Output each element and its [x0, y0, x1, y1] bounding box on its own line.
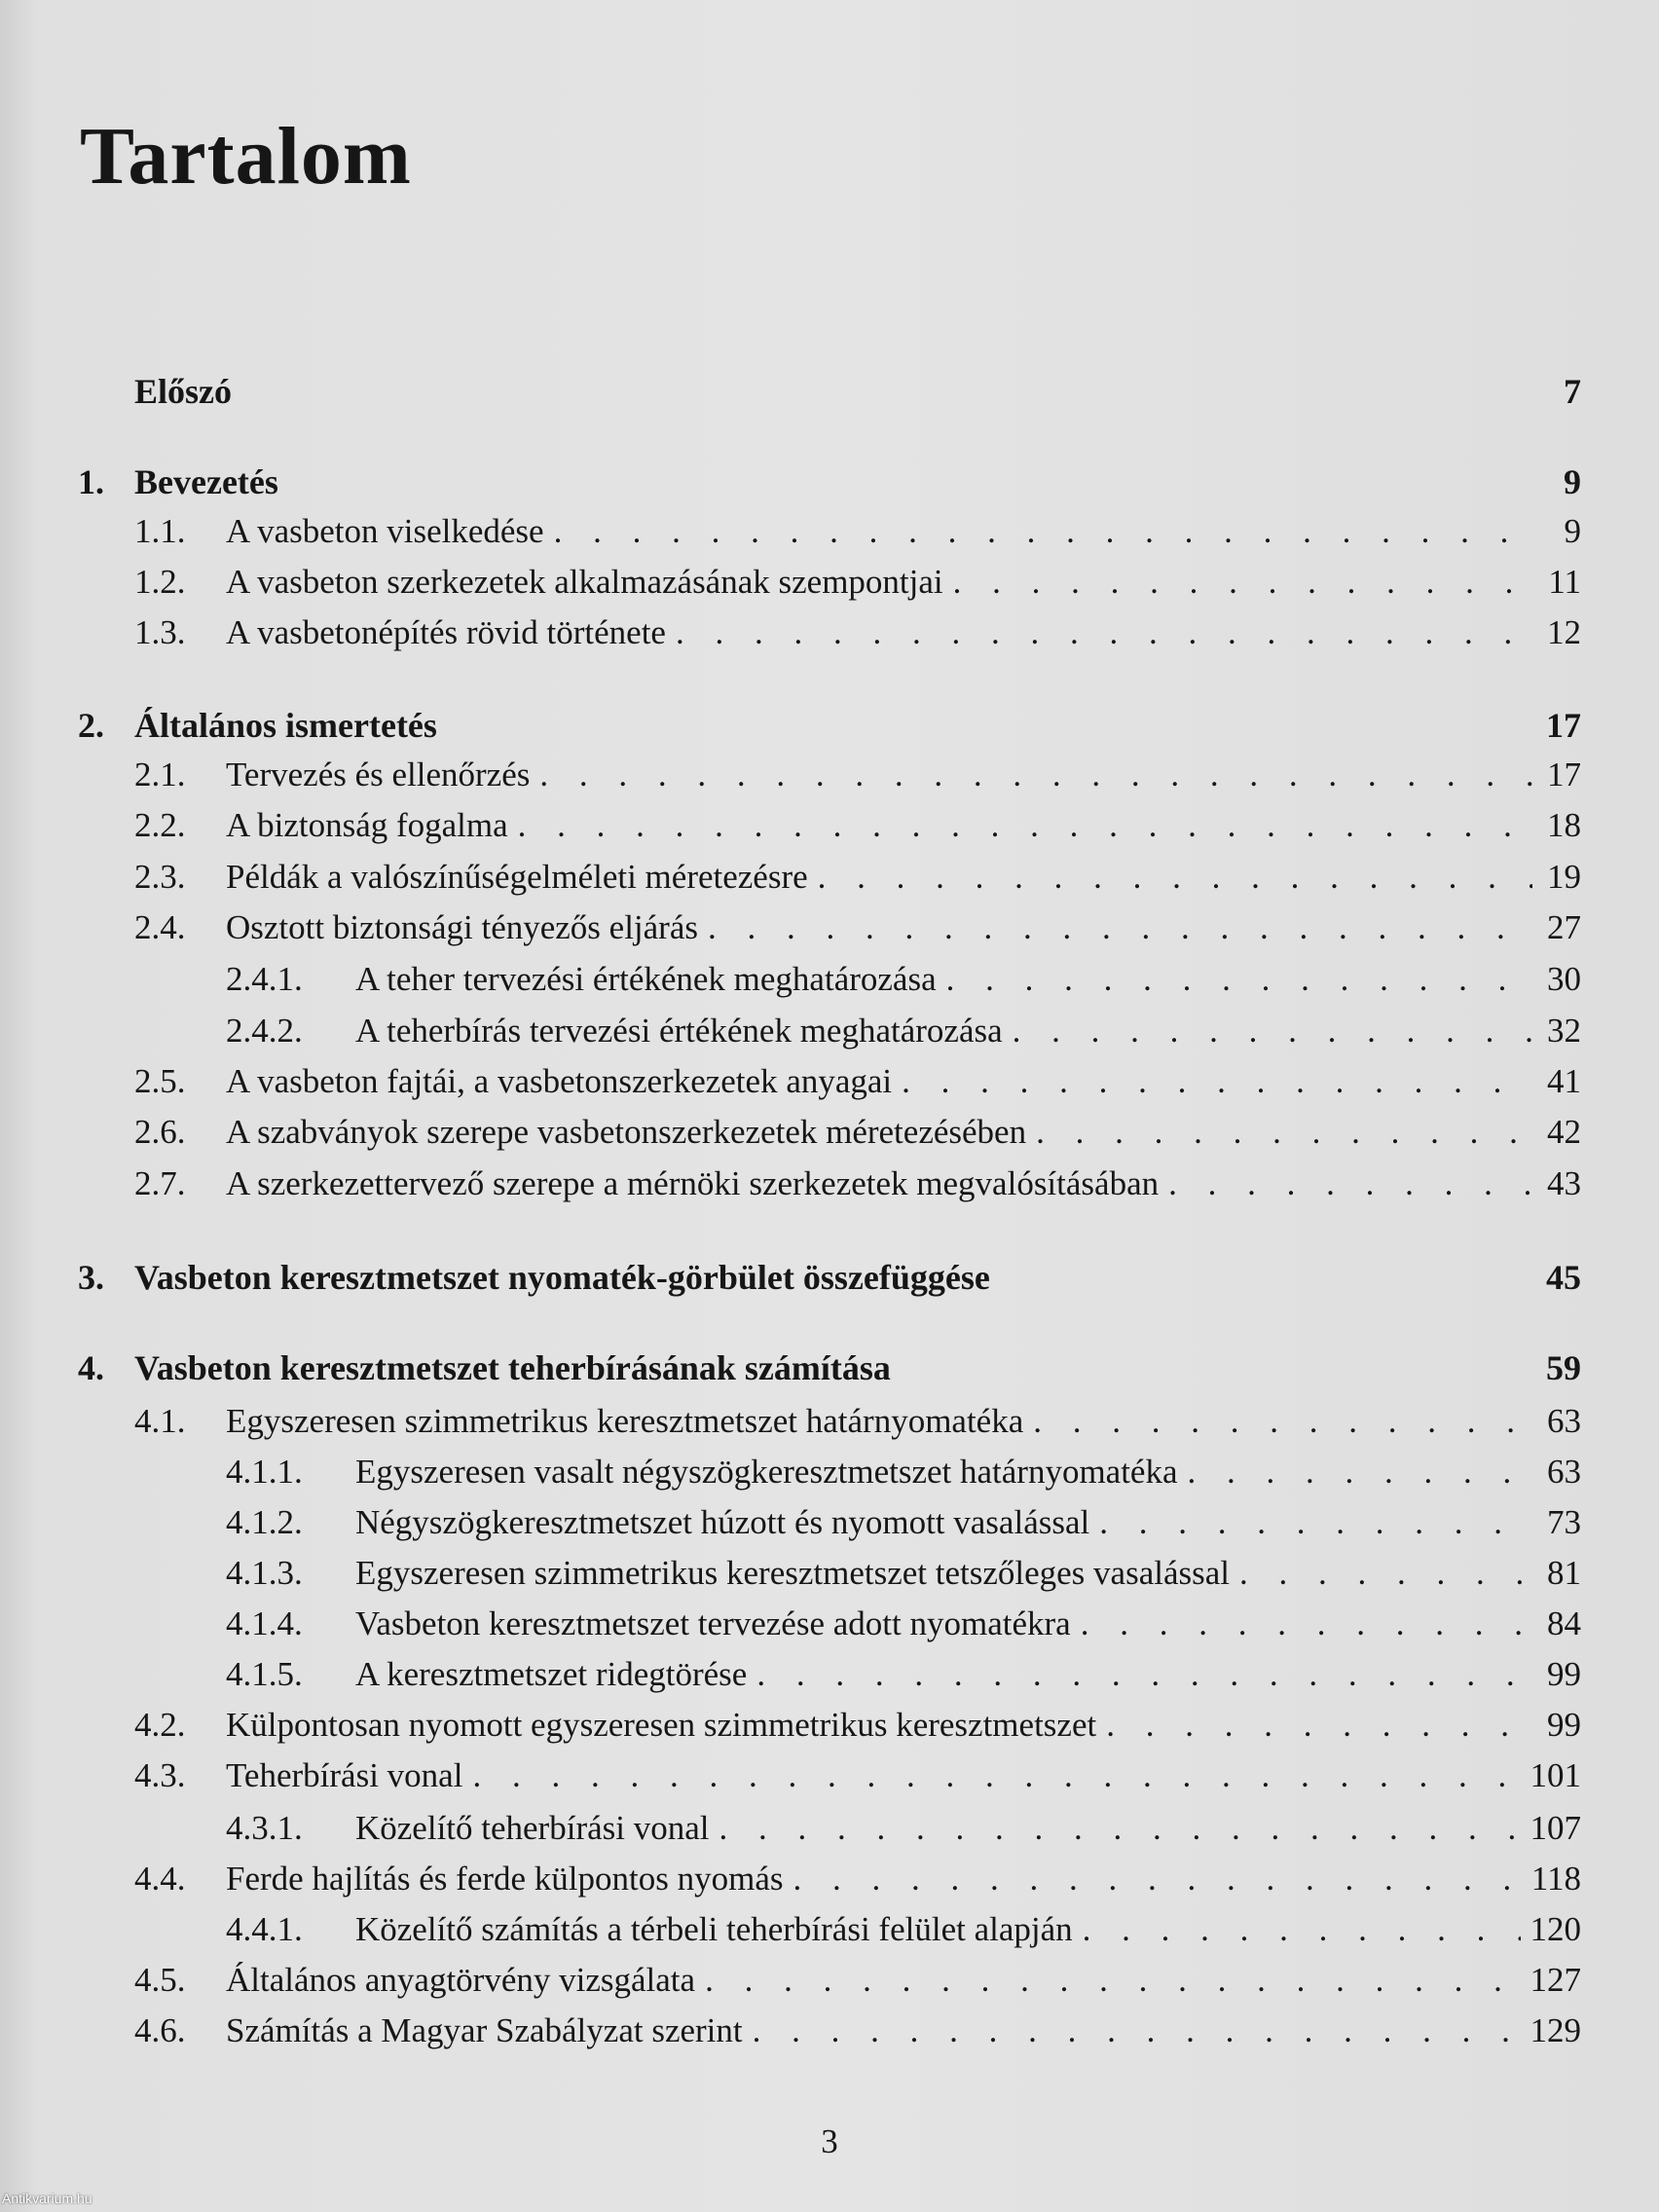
entry-number: 4.5.: [134, 1961, 186, 1999]
dot-leader: [1081, 1604, 1532, 1643]
entry-page: 84: [1547, 1604, 1581, 1642]
dot-leader: [1106, 1706, 1532, 1745]
dot-leader: [554, 512, 1532, 551]
entry-page: 73: [1547, 1503, 1581, 1541]
entry-number: 2.6.: [134, 1113, 186, 1151]
entry-number: 2.1.: [134, 756, 186, 793]
entry-number: 2.3.: [134, 858, 186, 896]
entry-number: 4.4.: [134, 1860, 186, 1898]
toc-entry: [78, 512, 1581, 561]
dot-leader: [1168, 1164, 1532, 1203]
entry-page: 17: [1546, 706, 1581, 745]
entry-title: Általános anyagtörvény vizsgálata: [226, 1961, 696, 1999]
toc-entry: [78, 1062, 1581, 1111]
toc-entry: [78, 1402, 1581, 1451]
entry-page: 17: [1547, 756, 1581, 793]
entry-number: 4.: [78, 1348, 104, 1387]
entry-title: Egyszeresen szimmetrikus keresztmetszet tetszőleges vasalással: [355, 1554, 1231, 1592]
entry-number: 1.1.: [134, 512, 186, 550]
entry-page: 18: [1547, 806, 1581, 844]
entry-page: 32: [1547, 1012, 1581, 1050]
entry-page: 19: [1547, 858, 1581, 896]
entry-page: 99: [1547, 1706, 1581, 1744]
entry-page: 101: [1530, 1756, 1581, 1794]
entry-title: A teher tervezési értékének meghatározása: [355, 960, 937, 998]
watermark: Antikvarium.hu: [2, 2191, 92, 2206]
toc-entry: [78, 1164, 1581, 1213]
entry-page: 120: [1530, 1910, 1581, 1948]
entry-title: Vasbeton keresztmetszet nyomaték-görbület összefüggése: [134, 1258, 990, 1297]
entry-page: 63: [1547, 1402, 1581, 1440]
entry-number: 2.4.1.: [226, 960, 303, 998]
entry-title: Bevezetés: [134, 462, 278, 501]
toc-chapter: [78, 371, 1581, 420]
dot-leader: [676, 613, 1532, 652]
page-title: Tartalom: [80, 111, 412, 202]
toc-entry: [78, 1503, 1581, 1552]
entry-page: 9: [1564, 512, 1581, 550]
toc-entry: [78, 1910, 1581, 1959]
toc-entry: [78, 613, 1581, 662]
entry-page: 11: [1548, 563, 1581, 601]
dot-leader: [708, 908, 1532, 947]
entry-number: 2.5.: [134, 1062, 186, 1100]
entry-page: 107: [1530, 1809, 1581, 1847]
entry-page: 12: [1547, 613, 1581, 651]
entry-number: 1.: [78, 462, 104, 501]
entry-title: A vasbeton fajtái, a vasbetonszerkezetek anyagai: [226, 1062, 893, 1100]
entry-title: Teherbírási vonal: [226, 1756, 463, 1794]
entry-title: Egyszeresen szimmetrikus keresztmetszet határnyomatéka: [226, 1402, 1024, 1440]
dot-leader: [1239, 1554, 1532, 1593]
entry-title: A szerkezettervező szerepe a mérnöki szerkezetek megvalósításában: [226, 1164, 1160, 1202]
entry-title: Általános ismertetés: [134, 706, 437, 745]
dot-leader: [1188, 1453, 1533, 1492]
entry-page: 81: [1547, 1554, 1581, 1592]
dot-leader: [705, 1961, 1520, 2000]
toc-entry: [78, 1809, 1581, 1858]
entry-page: 45: [1546, 1258, 1581, 1297]
entry-page: 118: [1530, 1860, 1581, 1898]
toc-entry: [78, 1012, 1581, 1060]
entry-number: 2.7.: [134, 1164, 186, 1202]
entry-page: 129: [1530, 2011, 1581, 2049]
entry-number: 4.1.: [134, 1402, 186, 1440]
entry-number: 1.3.: [134, 613, 186, 651]
entry-page: 7: [1564, 372, 1581, 411]
dot-leader: [953, 563, 1532, 602]
entry-title: Ferde hajlítás és ferde külpontos nyomás: [226, 1860, 784, 1898]
dot-leader: [518, 806, 1532, 845]
entry-number: 4.1.3.: [226, 1554, 303, 1592]
entry-number: 4.3.: [134, 1756, 186, 1794]
entry-title: A keresztmetszet ridegtörése: [355, 1655, 748, 1693]
entry-number: 4.6.: [134, 2011, 186, 2049]
toc-chapter: [78, 1347, 1581, 1396]
entry-number: 3.: [78, 1258, 104, 1297]
dot-leader: [902, 1062, 1532, 1101]
entry-page: 41: [1547, 1062, 1581, 1100]
entry-number: 4.1.4.: [226, 1604, 303, 1642]
entry-number: 2.: [78, 706, 104, 745]
dot-leader: [1083, 1910, 1521, 1949]
entry-number: 4.1.1.: [226, 1453, 303, 1491]
entry-title: Vasbeton keresztmetszet teherbírásának számítása: [134, 1348, 891, 1387]
entry-number: 1.2.: [134, 563, 186, 601]
entry-title: A vasbeton szerkezetek alkalmazásának szempontjai: [226, 563, 943, 601]
entry-page: 30: [1547, 960, 1581, 998]
entry-page: 63: [1547, 1453, 1581, 1491]
dot-leader: [756, 1655, 1532, 1694]
entry-title: Tervezés és ellenőrzés: [226, 756, 531, 793]
entry-number: 2.4.2.: [226, 1012, 303, 1050]
toc-entry: [78, 1554, 1581, 1603]
toc-entry: [78, 806, 1581, 855]
dot-leader: [1036, 1113, 1532, 1152]
entry-title: A teherbírás tervezési értékének meghatározása: [355, 1012, 1003, 1050]
toc-chapter: [78, 461, 1581, 510]
entry-number: 4.1.5.: [226, 1655, 303, 1693]
toc-entry: [78, 960, 1581, 1009]
toc-entry: [78, 1453, 1581, 1501]
dot-leader: [818, 858, 1532, 897]
entry-title: Közelítő számítás a térbeli teherbírási felület alapján: [355, 1910, 1073, 1948]
toc-entry: [78, 908, 1581, 957]
entry-title: Külpontosan nyomott egyszeresen szimmetrikus keresztmetszet: [226, 1706, 1097, 1744]
entry-title: Előszó: [134, 372, 233, 411]
dot-leader: [539, 756, 1532, 794]
dot-leader: [793, 1860, 1522, 1899]
page-number: 3: [821, 2122, 838, 2160]
toc-entry: [78, 1961, 1581, 2009]
dot-leader: [472, 1756, 1520, 1795]
toc-entry: [78, 1756, 1581, 1805]
toc-entry: [78, 563, 1581, 611]
entry-title: A vasbetonépítés rövid története: [226, 613, 666, 651]
entry-title: A szabványok szerepe vasbetonszerkezetek méretezésében: [226, 1113, 1027, 1151]
toc-chapter: [78, 1257, 1581, 1306]
entry-title: Vasbeton keresztmetszet tervezése adott nyomatékra: [355, 1604, 1071, 1642]
entry-title: Egyszeresen vasalt négyszögkeresztmetszet határnyomatéka: [355, 1453, 1178, 1491]
dot-leader: [1013, 1012, 1532, 1051]
entry-number: 2.4.: [134, 908, 186, 946]
toc-entry: [78, 1655, 1581, 1704]
entry-number: 2.2.: [134, 806, 186, 844]
entry-title: Példák a valószínűségelméleti méretezésre: [226, 858, 808, 896]
entry-title: Négyszögkeresztmetszet húzott és nyomott vasalással: [355, 1503, 1090, 1541]
dot-leader: [946, 960, 1532, 999]
entry-number: 4.3.1.: [226, 1809, 303, 1847]
dot-leader: [719, 1809, 1520, 1848]
entry-title: A vasbeton viselkedése: [226, 512, 544, 550]
toc-entry: [78, 756, 1581, 804]
dot-leader: [1099, 1503, 1532, 1542]
dot-leader: [753, 2011, 1521, 2050]
toc-entry: [78, 1706, 1581, 1754]
entry-page: 127: [1530, 1961, 1581, 1999]
toc-chapter: [78, 705, 1581, 754]
entry-page: 9: [1564, 462, 1581, 501]
entry-number: 4.4.1.: [226, 1910, 303, 1948]
toc-entry: [78, 1860, 1581, 1908]
entry-title: Osztott biztonsági tényezős eljárás: [226, 908, 698, 946]
toc-entry: [78, 858, 1581, 906]
entry-number: 4.2.: [134, 1706, 186, 1744]
entry-page: 43: [1547, 1164, 1581, 1202]
toc-entry: [78, 1604, 1581, 1653]
entry-page: 27: [1547, 908, 1581, 946]
toc-entry: [78, 1113, 1581, 1161]
entry-title: Közelítő teherbírási vonal: [355, 1809, 710, 1847]
entry-title: A biztonság fogalma: [226, 806, 508, 844]
toc-entry: [78, 2011, 1581, 2060]
entry-page: 59: [1546, 1348, 1581, 1387]
entry-page: 42: [1547, 1113, 1581, 1151]
entry-number: 4.1.2.: [226, 1503, 303, 1541]
dot-leader: [1033, 1402, 1532, 1441]
entry-title: Számítás a Magyar Szabályzat szerint: [226, 2011, 743, 2049]
entry-page: 99: [1547, 1655, 1581, 1693]
